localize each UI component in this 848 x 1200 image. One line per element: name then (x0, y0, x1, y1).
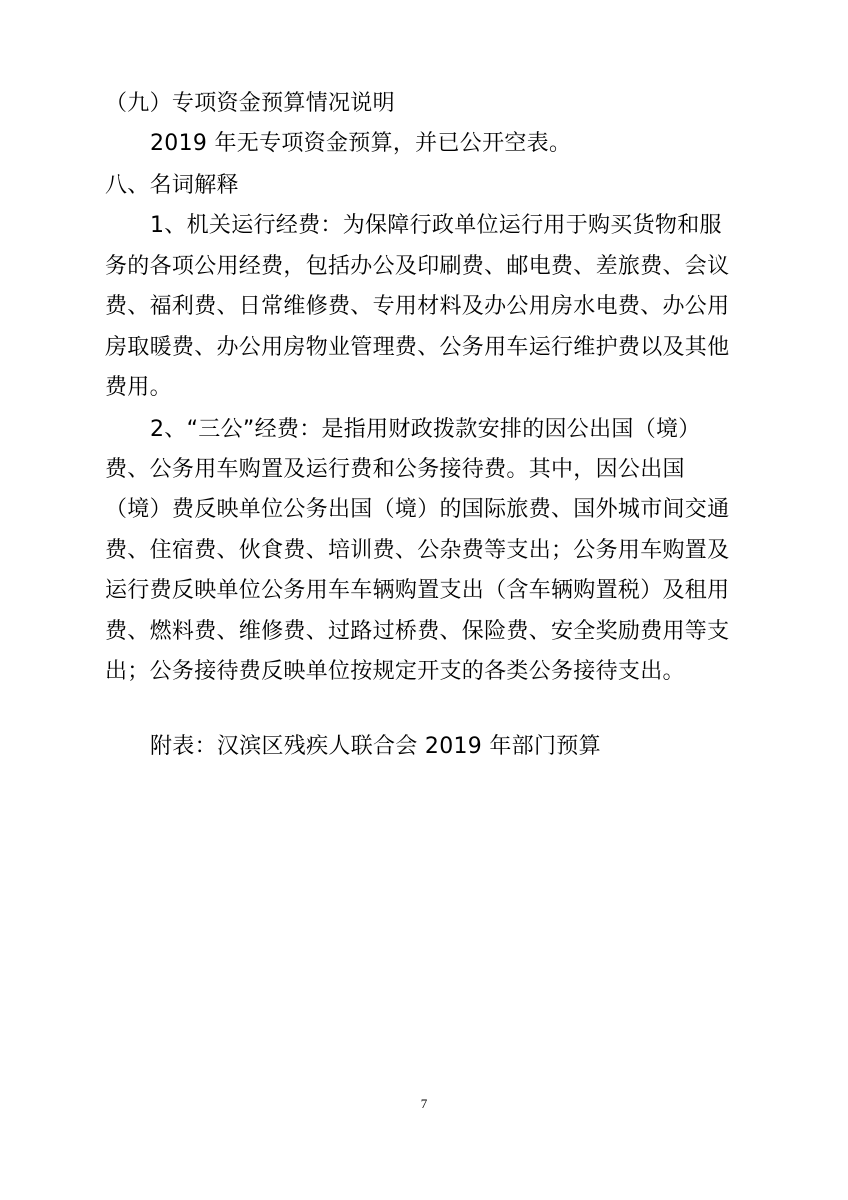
section-heading-special-funds: （九）专项资金预算情况说明 (105, 91, 395, 116)
term-2-line: 费、住宿费、伙食费、培训费、公杂费等支出；公务用车购置及 (105, 538, 730, 563)
term-1-line: 费、福利费、日常维修费、专用材料及办公用房水电费、办公用 (105, 294, 730, 319)
page-number: 7 (420, 1096, 428, 1111)
special-funds-paragraph: 2019 年无专项资金预算，并已公开空表。 (150, 131, 572, 156)
term-2-line: 2、“三公”经费：是指用财政拨款安排的因公出国（境） (150, 417, 701, 442)
term-1-line: 费用。 (105, 375, 172, 400)
term-2-line: 费、燃料费、维修费、过路过桥费、保险费、安全奖励费用等支 (105, 619, 730, 644)
term-1-line: 房取暖费、办公用房物业管理费、公务用车运行维护费以及其他 (105, 335, 730, 360)
term-1-line: 1、机关运行经费：为保障行政单位运行用于购买货物和服 (150, 213, 722, 238)
term-2-line: 费、公务用车购置及运行费和公务接待费。其中，因公出国 (105, 457, 685, 482)
term-2-line: （境）费反映单位公务出国（境）的国际旅费、国外城市间交通 (105, 497, 730, 522)
attachment-note: 附表：汉滨区残疾人联合会 2019 年部门预算 (150, 734, 601, 759)
section-heading-terms: 八、名词解释 (105, 173, 239, 198)
term-1-line: 务的各项公用经费，包括办公及印刷费、邮电费、差旅费、会议 (105, 254, 730, 279)
term-2-line: 出；公务接待费反映单位按规定开支的各类公务接待支出。 (105, 659, 685, 684)
term-2-line: 运行费反映单位公务用车车辆购置支出（含车辆购置税）及租用 (105, 578, 730, 603)
